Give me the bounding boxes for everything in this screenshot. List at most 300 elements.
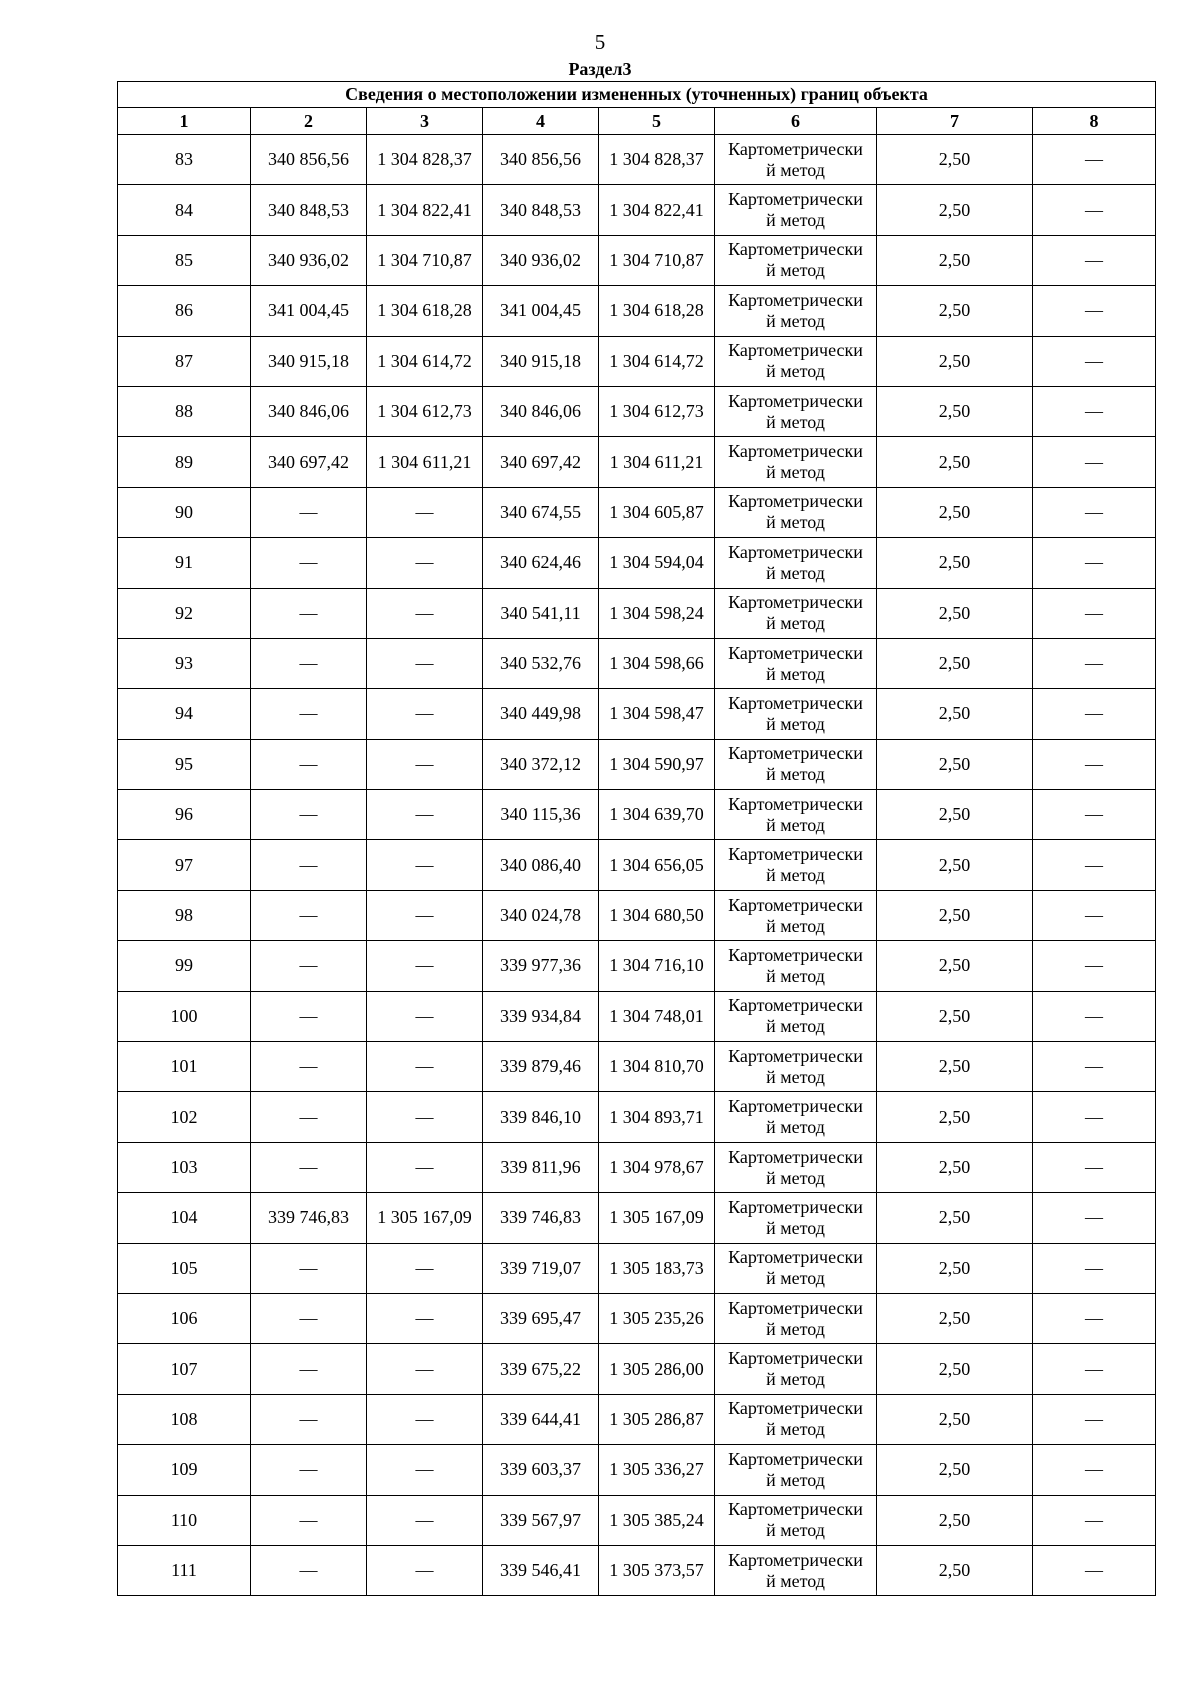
table-cell-col-8: — xyxy=(1033,1092,1156,1142)
method-line-1: Картометрически xyxy=(728,1146,863,1167)
table-cell-col-8: — xyxy=(1033,1142,1156,1192)
table-row xyxy=(118,1545,1156,1595)
method-line-1: Картометрически xyxy=(728,1549,863,1570)
coordinates-table xyxy=(117,81,1156,1596)
table-cell-col-8: — xyxy=(1033,840,1156,890)
table-cell-col-2: — xyxy=(251,1293,367,1343)
table-cell-col-2: — xyxy=(251,1495,367,1545)
method-line-1: Картометрически xyxy=(728,340,863,361)
table-row xyxy=(118,1142,1156,1192)
table-cell-col-1: 93 xyxy=(118,638,251,688)
table-cell-col-5: 1 304 594,04 xyxy=(599,538,715,588)
method-line-1: Картометрически xyxy=(728,491,863,512)
table-cell-col-3: — xyxy=(367,1344,483,1394)
table-cell-col-4: 340 848,53 xyxy=(483,185,599,235)
table-cell-col-2: — xyxy=(251,538,367,588)
method-line-2: й метод xyxy=(766,1469,825,1490)
table-cell-col-1: 100 xyxy=(118,991,251,1041)
table-cell-col-1: 101 xyxy=(118,1042,251,1092)
table-cell-col-1: 88 xyxy=(118,386,251,436)
table-cell-col-1: 111 xyxy=(118,1545,251,1595)
method-line-2: й метод xyxy=(766,361,825,382)
table-cell-col-3: — xyxy=(367,689,483,739)
table-cell-col-5: 1 304 710,87 xyxy=(599,235,715,285)
table-cell-col-7: 2,50 xyxy=(877,1092,1033,1142)
method-cell xyxy=(715,739,877,789)
table-cell-col-1: 86 xyxy=(118,286,251,336)
table-cell-col-4: 340 674,55 xyxy=(483,487,599,537)
table-cell-col-1: 94 xyxy=(118,689,251,739)
table-cell-col-4: 341 004,45 xyxy=(483,286,599,336)
method-line-2: й метод xyxy=(766,562,825,583)
method-cell xyxy=(715,638,877,688)
page-number: 5 xyxy=(594,30,606,54)
table-cell-col-8: — xyxy=(1033,890,1156,940)
method-line-2: й метод xyxy=(766,1318,825,1339)
table-cell-col-2: — xyxy=(251,941,367,991)
method-line-1: Картометрически xyxy=(728,1499,863,1520)
table-cell-col-2: — xyxy=(251,1445,367,1495)
table-cell-col-5: 1 305 235,26 xyxy=(599,1293,715,1343)
table-cell-col-8: — xyxy=(1033,336,1156,386)
table-cell-col-5: 1 304 716,10 xyxy=(599,941,715,991)
method-line-2: й метод xyxy=(766,1570,825,1591)
table-cell-col-7: 2,50 xyxy=(877,235,1033,285)
table-cell-col-2: — xyxy=(251,840,367,890)
table-cell-col-2: — xyxy=(251,991,367,1041)
table-cell-col-4: 340 915,18 xyxy=(483,336,599,386)
table-cell-col-5: 1 305 167,09 xyxy=(599,1193,715,1243)
table-cell-col-2: — xyxy=(251,1545,367,1595)
table-cell-col-8: — xyxy=(1033,538,1156,588)
table-cell-col-8: — xyxy=(1033,1042,1156,1092)
table-cell-col-5: 1 304 598,66 xyxy=(599,638,715,688)
method-line-1: Картометрически xyxy=(728,390,863,411)
method-line-1: Картометрически xyxy=(728,541,863,562)
table-cell-col-5: 1 304 893,71 xyxy=(599,1092,715,1142)
table-cell-col-3: 1 304 618,28 xyxy=(367,286,483,336)
table-cell-col-5: 1 304 656,05 xyxy=(599,840,715,890)
method-line-2: й метод xyxy=(766,1016,825,1037)
table-cell-col-5: 1 304 618,28 xyxy=(599,286,715,336)
method-line-1: Картометрически xyxy=(728,441,863,462)
table-row xyxy=(118,588,1156,638)
table-cell-col-5: 1 304 598,24 xyxy=(599,588,715,638)
table-cell-col-7: 2,50 xyxy=(877,185,1033,235)
table-cell-col-1: 97 xyxy=(118,840,251,890)
table-cell-col-5: 1 304 828,37 xyxy=(599,135,715,185)
table-cell-col-1: 87 xyxy=(118,336,251,386)
column-header: 8 xyxy=(1033,108,1156,135)
table-cell-col-4: 340 856,56 xyxy=(483,135,599,185)
table-cell-col-2: 340 915,18 xyxy=(251,336,367,386)
table-cell-col-5: 1 305 286,00 xyxy=(599,1344,715,1394)
table-cell-col-8: — xyxy=(1033,790,1156,840)
method-cell xyxy=(715,1394,877,1444)
column-header: 3 xyxy=(367,108,483,135)
table-cell-col-1: 92 xyxy=(118,588,251,638)
table-cell-col-5: 1 304 639,70 xyxy=(599,790,715,840)
table-cell-col-8: — xyxy=(1033,386,1156,436)
table-cell-col-5: 1 304 612,73 xyxy=(599,386,715,436)
table-cell-col-4: 339 846,10 xyxy=(483,1092,599,1142)
table-cell-col-1: 107 xyxy=(118,1344,251,1394)
table-cell-col-2: — xyxy=(251,1394,367,1444)
table-cell-col-4: 340 846,06 xyxy=(483,386,599,436)
table-cell-col-4: 339 977,36 xyxy=(483,941,599,991)
table-cell-col-8: — xyxy=(1033,588,1156,638)
table-cell-col-2: — xyxy=(251,1042,367,1092)
method-line-1: Картометрически xyxy=(728,1045,863,1066)
method-line-2: й метод xyxy=(766,1066,825,1087)
table-cell-col-7: 2,50 xyxy=(877,437,1033,487)
table-cell-col-1: 91 xyxy=(118,538,251,588)
table-cell-col-4: 340 541,11 xyxy=(483,588,599,638)
table-cell-col-1: 95 xyxy=(118,739,251,789)
table-cell-col-7: 2,50 xyxy=(877,336,1033,386)
method-cell xyxy=(715,790,877,840)
column-header: 7 xyxy=(877,108,1033,135)
table-cell-col-1: 99 xyxy=(118,941,251,991)
table-cell-col-2: — xyxy=(251,1243,367,1293)
table-caption: Сведения о местоположении измененных (уточненных) границ объекта xyxy=(118,82,1156,108)
method-line-1: Картометрически xyxy=(728,1096,863,1117)
method-line-2: й метод xyxy=(766,411,825,432)
table-cell-col-2: 340 848,53 xyxy=(251,185,367,235)
table-cell-col-7: 2,50 xyxy=(877,1394,1033,1444)
method-cell xyxy=(715,1495,877,1545)
table-cell-col-1: 98 xyxy=(118,890,251,940)
table-cell-col-7: 2,50 xyxy=(877,1344,1033,1394)
table-cell-col-4: 339 644,41 xyxy=(483,1394,599,1444)
method-line-1: Картометрически xyxy=(728,894,863,915)
method-line-2: й метод xyxy=(766,1419,825,1440)
table-cell-col-8: — xyxy=(1033,1445,1156,1495)
table-cell-col-7: 2,50 xyxy=(877,1193,1033,1243)
method-cell xyxy=(715,235,877,285)
table-cell-col-8: — xyxy=(1033,135,1156,185)
table-cell-col-1: 83 xyxy=(118,135,251,185)
method-line-1: Картометрически xyxy=(728,692,863,713)
table-cell-col-3: 1 305 167,09 xyxy=(367,1193,483,1243)
table-cell-col-8: — xyxy=(1033,487,1156,537)
method-line-1: Картометрически xyxy=(728,289,863,310)
method-line-2: й метод xyxy=(766,1217,825,1238)
table-row xyxy=(118,638,1156,688)
table-cell-col-1: 103 xyxy=(118,1142,251,1192)
method-line-2: й метод xyxy=(766,663,825,684)
method-line-2: й метод xyxy=(766,764,825,785)
table-cell-col-1: 110 xyxy=(118,1495,251,1545)
method-cell xyxy=(715,1545,877,1595)
table-cell-col-2: — xyxy=(251,487,367,537)
table-cell-col-5: 1 305 336,27 xyxy=(599,1445,715,1495)
table-cell-col-3: — xyxy=(367,1394,483,1444)
table-cell-col-1: 96 xyxy=(118,790,251,840)
table-row xyxy=(118,286,1156,336)
method-line-1: Картометрически xyxy=(728,642,863,663)
table-cell-col-2: 340 697,42 xyxy=(251,437,367,487)
table-cell-col-3: — xyxy=(367,1092,483,1142)
table-cell-col-2: — xyxy=(251,790,367,840)
table-cell-col-4: 340 449,98 xyxy=(483,689,599,739)
table-cell-col-5: 1 304 590,97 xyxy=(599,739,715,789)
table-cell-col-1: 108 xyxy=(118,1394,251,1444)
table-cell-col-3: — xyxy=(367,1293,483,1343)
method-line-2: й метод xyxy=(766,713,825,734)
table-row xyxy=(118,689,1156,739)
method-line-1: Картометрически xyxy=(728,592,863,613)
method-cell xyxy=(715,1092,877,1142)
table-cell-col-8: — xyxy=(1033,739,1156,789)
table-row xyxy=(118,336,1156,386)
table-cell-col-8: — xyxy=(1033,689,1156,739)
method-line-2: й метод xyxy=(766,1369,825,1390)
table-cell-col-4: 339 603,37 xyxy=(483,1445,599,1495)
table-cell-col-4: 339 719,07 xyxy=(483,1243,599,1293)
method-cell xyxy=(715,185,877,235)
table-cell-col-5: 1 304 605,87 xyxy=(599,487,715,537)
method-line-2: й метод xyxy=(766,1117,825,1138)
table-cell-col-2: 341 004,45 xyxy=(251,286,367,336)
table-cell-col-5: 1 304 598,47 xyxy=(599,689,715,739)
method-cell xyxy=(715,1243,877,1293)
table-cell-col-7: 2,50 xyxy=(877,890,1033,940)
method-cell xyxy=(715,1142,877,1192)
method-line-2: й метод xyxy=(766,159,825,180)
table-cell-col-2: 339 746,83 xyxy=(251,1193,367,1243)
column-header: 6 xyxy=(715,108,877,135)
method-line-1: Картометрически xyxy=(728,1297,863,1318)
method-line-2: й метод xyxy=(766,814,825,835)
method-line-1: Картометрически xyxy=(728,1196,863,1217)
method-line-1: Картометрически xyxy=(728,1448,863,1469)
table-cell-col-4: 339 675,22 xyxy=(483,1344,599,1394)
table-row xyxy=(118,941,1156,991)
table-cell-col-1: 106 xyxy=(118,1293,251,1343)
table-row xyxy=(118,1293,1156,1343)
method-line-2: й метод xyxy=(766,613,825,634)
method-line-2: й метод xyxy=(766,462,825,483)
method-cell xyxy=(715,890,877,940)
method-line-1: Картометрически xyxy=(728,138,863,159)
method-cell xyxy=(715,1042,877,1092)
table-caption-row xyxy=(118,82,1156,108)
table-cell-col-4: 340 532,76 xyxy=(483,638,599,688)
table-cell-col-5: 1 304 614,72 xyxy=(599,336,715,386)
table-row xyxy=(118,790,1156,840)
table-cell-col-1: 84 xyxy=(118,185,251,235)
method-line-1: Картометрически xyxy=(728,844,863,865)
method-line-2: й метод xyxy=(766,915,825,936)
method-line-1: Картометрически xyxy=(728,944,863,965)
table-cell-col-3: — xyxy=(367,538,483,588)
table-cell-col-3: — xyxy=(367,890,483,940)
table-cell-col-3: — xyxy=(367,840,483,890)
table-cell-col-4: 340 086,40 xyxy=(483,840,599,890)
table-cell-col-5: 1 304 822,41 xyxy=(599,185,715,235)
table-cell-col-3: 1 304 710,87 xyxy=(367,235,483,285)
table-row xyxy=(118,437,1156,487)
table-row xyxy=(118,386,1156,436)
method-cell xyxy=(715,386,877,436)
table-cell-col-8: — xyxy=(1033,1495,1156,1545)
method-line-1: Картометрически xyxy=(728,743,863,764)
table-cell-col-3: 1 304 612,73 xyxy=(367,386,483,436)
method-line-1: Картометрически xyxy=(728,793,863,814)
table-row xyxy=(118,991,1156,1041)
table-cell-col-4: 339 811,96 xyxy=(483,1142,599,1192)
column-number-row xyxy=(118,108,1156,135)
table-row xyxy=(118,1344,1156,1394)
table-cell-col-3: 1 304 611,21 xyxy=(367,437,483,487)
table-row xyxy=(118,1092,1156,1142)
table-cell-col-1: 102 xyxy=(118,1092,251,1142)
table-cell-col-7: 2,50 xyxy=(877,487,1033,537)
table-cell-col-5: 1 304 748,01 xyxy=(599,991,715,1041)
table-cell-col-7: 2,50 xyxy=(877,1243,1033,1293)
table-row xyxy=(118,538,1156,588)
table-row xyxy=(118,1042,1156,1092)
table-cell-col-3: — xyxy=(367,991,483,1041)
table-cell-col-3: 1 304 614,72 xyxy=(367,336,483,386)
method-cell xyxy=(715,1344,877,1394)
table-cell-col-4: 340 372,12 xyxy=(483,739,599,789)
table-cell-col-8: — xyxy=(1033,286,1156,336)
table-cell-col-4: 339 567,97 xyxy=(483,1495,599,1545)
table-cell-col-8: — xyxy=(1033,1243,1156,1293)
table-row xyxy=(118,1394,1156,1444)
table-cell-col-3: — xyxy=(367,1142,483,1192)
method-cell xyxy=(715,538,877,588)
table-cell-col-4: 340 697,42 xyxy=(483,437,599,487)
method-line-2: й метод xyxy=(766,260,825,281)
column-header: 1 xyxy=(118,108,251,135)
table-cell-col-7: 2,50 xyxy=(877,1545,1033,1595)
table-row xyxy=(118,840,1156,890)
table-row xyxy=(118,185,1156,235)
table-cell-col-2: — xyxy=(251,689,367,739)
method-cell xyxy=(715,689,877,739)
table-row xyxy=(118,235,1156,285)
table-cell-col-7: 2,50 xyxy=(877,1495,1033,1545)
table-cell-col-7: 2,50 xyxy=(877,1042,1033,1092)
table-cell-col-5: 1 304 680,50 xyxy=(599,890,715,940)
table-cell-col-8: — xyxy=(1033,1545,1156,1595)
method-cell xyxy=(715,1193,877,1243)
table-cell-col-7: 2,50 xyxy=(877,991,1033,1041)
method-line-1: Картометрически xyxy=(728,189,863,210)
table-cell-col-8: — xyxy=(1033,1344,1156,1394)
table-cell-col-7: 2,50 xyxy=(877,538,1033,588)
section-title: Раздел3 xyxy=(568,59,632,79)
table-cell-col-2: 340 856,56 xyxy=(251,135,367,185)
table-cell-col-8: — xyxy=(1033,1293,1156,1343)
table-cell-col-2: 340 846,06 xyxy=(251,386,367,436)
method-line-2: й метод xyxy=(766,965,825,986)
table-cell-col-7: 2,50 xyxy=(877,638,1033,688)
table-cell-col-2: — xyxy=(251,890,367,940)
table-cell-col-8: — xyxy=(1033,941,1156,991)
table-cell-col-7: 2,50 xyxy=(877,1293,1033,1343)
table-cell-col-7: 2,50 xyxy=(877,386,1033,436)
column-header: 2 xyxy=(251,108,367,135)
table-cell-col-7: 2,50 xyxy=(877,135,1033,185)
method-cell xyxy=(715,991,877,1041)
table-cell-col-2: — xyxy=(251,1344,367,1394)
method-line-2: й метод xyxy=(766,865,825,886)
column-header: 5 xyxy=(599,108,715,135)
table-cell-col-7: 2,50 xyxy=(877,689,1033,739)
table-cell-col-2: 340 936,02 xyxy=(251,235,367,285)
table-cell-col-2: — xyxy=(251,588,367,638)
table-cell-col-5: 1 305 183,73 xyxy=(599,1243,715,1293)
method-cell xyxy=(715,286,877,336)
table-cell-col-5: 1 304 611,21 xyxy=(599,437,715,487)
table-cell-col-8: — xyxy=(1033,235,1156,285)
table-row xyxy=(118,1243,1156,1293)
method-line-2: й метод xyxy=(766,210,825,231)
table-cell-col-2: — xyxy=(251,638,367,688)
table-cell-col-3: — xyxy=(367,1545,483,1595)
table-cell-col-4: 339 546,41 xyxy=(483,1545,599,1595)
table-cell-col-5: 1 305 385,24 xyxy=(599,1495,715,1545)
method-line-1: Картометрически xyxy=(728,1247,863,1268)
table-cell-col-7: 2,50 xyxy=(877,1445,1033,1495)
table-cell-col-7: 2,50 xyxy=(877,790,1033,840)
method-cell xyxy=(715,487,877,537)
table-cell-col-1: 109 xyxy=(118,1445,251,1495)
table-cell-col-3: — xyxy=(367,1243,483,1293)
method-line-2: й метод xyxy=(766,1268,825,1289)
table-cell-col-8: — xyxy=(1033,437,1156,487)
method-cell xyxy=(715,336,877,386)
table-cell-col-1: 104 xyxy=(118,1193,251,1243)
table-cell-col-5: 1 304 810,70 xyxy=(599,1042,715,1092)
table-cell-col-1: 85 xyxy=(118,235,251,285)
method-line-2: й метод xyxy=(766,1520,825,1541)
table-body xyxy=(118,135,1156,1596)
table-cell-col-4: 339 746,83 xyxy=(483,1193,599,1243)
table-cell-col-2: — xyxy=(251,1142,367,1192)
table-cell-col-7: 2,50 xyxy=(877,941,1033,991)
table-cell-col-2: — xyxy=(251,1092,367,1142)
method-line-1: Картометрически xyxy=(728,239,863,260)
table-cell-col-3: — xyxy=(367,1042,483,1092)
table-cell-col-8: — xyxy=(1033,1193,1156,1243)
table-cell-col-5: 1 305 373,57 xyxy=(599,1545,715,1595)
method-line-2: й метод xyxy=(766,310,825,331)
table-cell-col-4: 339 879,46 xyxy=(483,1042,599,1092)
table-cell-col-4: 340 936,02 xyxy=(483,235,599,285)
method-line-1: Картометрически xyxy=(728,1398,863,1419)
table-row xyxy=(118,487,1156,537)
table-cell-col-1: 105 xyxy=(118,1243,251,1293)
method-line-2: й метод xyxy=(766,1167,825,1188)
table-row xyxy=(118,1495,1156,1545)
table-row xyxy=(118,739,1156,789)
table-cell-col-3: — xyxy=(367,1445,483,1495)
table-row xyxy=(118,1193,1156,1243)
table-cell-col-7: 2,50 xyxy=(877,286,1033,336)
table-cell-col-8: — xyxy=(1033,185,1156,235)
table-row xyxy=(118,890,1156,940)
method-cell xyxy=(715,588,877,638)
table-cell-col-5: 1 305 286,87 xyxy=(599,1394,715,1444)
table-cell-col-4: 340 624,46 xyxy=(483,538,599,588)
method-cell xyxy=(715,840,877,890)
table-cell-col-8: — xyxy=(1033,1394,1156,1444)
